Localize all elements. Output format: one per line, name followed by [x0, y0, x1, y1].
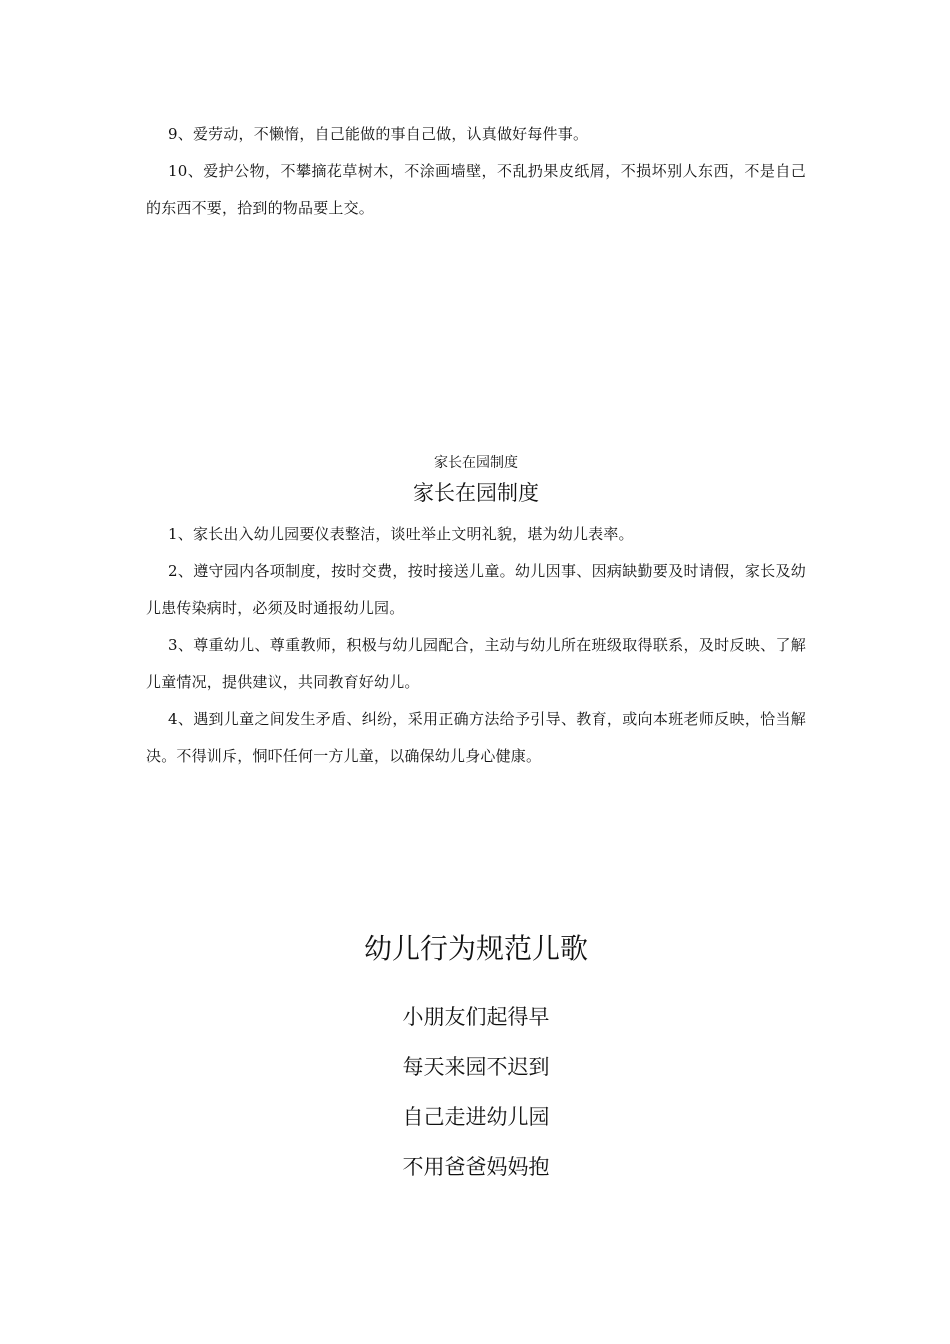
- song-line: 每天来园不迟到: [402, 1055, 550, 1079]
- parent-rule-item-2: 2、遵守园内各项制度，按时交费，按时接送儿童。幼儿因事、因病缺勤要及时请假，家长及幼儿患传染病时，必须及时通报幼儿园。: [146, 562, 806, 617]
- song-line: 小朋友们起得早: [402, 1005, 550, 1029]
- parent-rules-title: 家长在园制度: [413, 481, 539, 505]
- song-section: [146, 926, 806, 1192]
- parent-rule-item-4: 4、遇到儿童之间发生矛盾、纠纷，采用正确方法给予引导、教育，或向本班老师反映，恰当解决。不得训斥，恫吓任何一方儿童，以确保幼儿身心健康。: [146, 710, 806, 765]
- song-line: 不用爸爸妈妈抱: [402, 1155, 550, 1179]
- parent-rule-item-1: 1、家长出入幼儿园要仪表整洁，谈吐举止文明礼貌，堪为幼儿表率。: [168, 525, 634, 543]
- parent-rule-item-3: 3、尊重幼儿、尊重教师，积极与幼儿园配合，主动与幼儿所在班级取得联系，及时反映、了解儿童情况，提供建议，共同教育好幼儿。: [146, 636, 806, 691]
- song-title: 幼儿行为规范儿歌: [363, 932, 588, 965]
- song-line: 自己走进幼儿园: [402, 1105, 550, 1129]
- rules-continued-section: [146, 116, 806, 227]
- parent-rules-header: 家长在园制度: [434, 455, 518, 471]
- rule-item-10: 10、爱护公物，不攀摘花草树木，不涂画墙壁，不乱扔果皮纸屑，不损坏别人东西，不是自己的东西不要，拾到的物品要上交。: [146, 162, 806, 217]
- parent-rules-section: [146, 450, 806, 775]
- rule-item-9: 9、爱劳动，不懒惰，自己能做的事自己做，认真做好每件事。: [168, 125, 589, 143]
